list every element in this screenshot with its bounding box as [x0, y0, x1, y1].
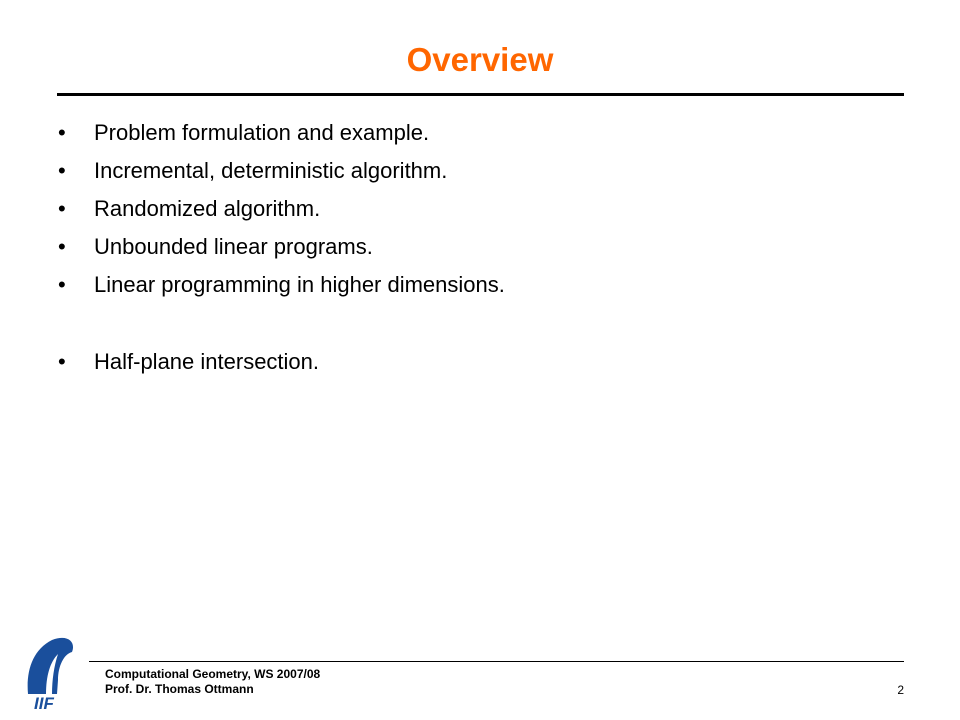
footer-course: Computational Geometry, WS 2007/08	[105, 667, 321, 681]
bullet-marker: •	[58, 272, 66, 297]
bullet-marker: •	[58, 234, 66, 259]
bullet-item	[58, 154, 898, 192]
bullet-text: Unbounded linear programs.	[94, 234, 373, 259]
bullet-item	[58, 116, 898, 154]
bullet-marker: •	[58, 158, 66, 183]
bullet-item	[58, 230, 898, 268]
logo-text: IIF	[34, 694, 54, 712]
bullet-text: Half-plane intersection.	[94, 349, 320, 374]
title-divider	[57, 93, 904, 96]
bullet-item	[58, 345, 898, 383]
bullet-marker: •	[58, 349, 66, 374]
footer-divider	[89, 661, 904, 662]
page-number: 2	[897, 683, 904, 697]
bullet-text: Linear programming in higher dimensions.	[94, 272, 505, 297]
iif-logo	[24, 636, 84, 712]
footer-lecturer: Prof. Dr. Thomas Ottmann	[105, 682, 254, 696]
bullet-item	[58, 192, 898, 230]
bullet-text: Problem formulation and example.	[94, 120, 430, 145]
bullet-item	[58, 268, 898, 306]
bullet-text: Incremental, deterministic algorithm.	[94, 158, 448, 183]
bullet-text: Randomized algorithm.	[94, 196, 321, 221]
slide-title: Overview	[406, 41, 554, 78]
footer-info	[105, 667, 320, 697]
bullet-marker: •	[58, 196, 66, 221]
bullet-list	[58, 116, 898, 383]
bullet-marker: •	[58, 120, 66, 145]
